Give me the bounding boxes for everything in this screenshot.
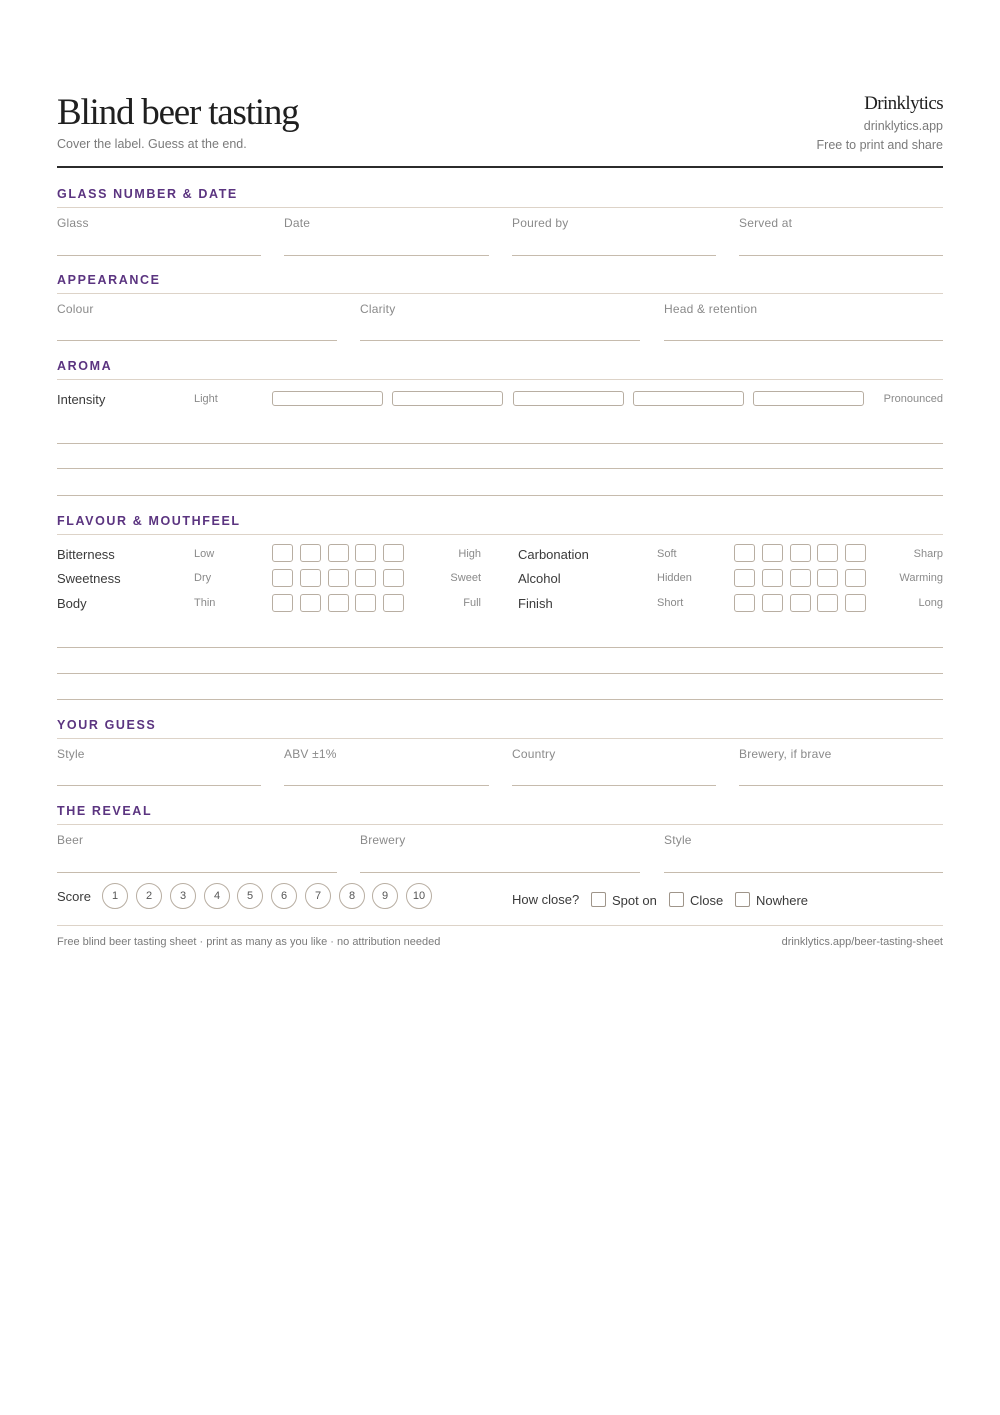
scale-square[interactable]: [328, 569, 349, 587]
field-label-brewery-guess: Brewery, if brave: [739, 747, 832, 761]
anchor-high: Full: [463, 597, 481, 609]
section-guess: [57, 716, 943, 739]
checkbox-spot-on[interactable]: [591, 892, 606, 907]
scale-square[interactable]: [790, 569, 811, 587]
score-circle-10[interactable]: 10: [406, 883, 432, 909]
score-circle-5[interactable]: 5: [237, 883, 263, 909]
checkbox-close[interactable]: [669, 892, 684, 907]
row-label-finish: Finish: [518, 596, 553, 611]
write-line-glass[interactable]: [57, 255, 261, 256]
write-line-abv[interactable]: [284, 785, 489, 786]
write-line-beer[interactable]: [57, 872, 337, 873]
section-heading: FLAVOUR & MOUTHFEEL: [57, 514, 241, 528]
page-subtitle: Cover the label. Guess at the end.: [57, 137, 247, 151]
option-label-close: Close: [690, 893, 724, 908]
score-circle-2[interactable]: 2: [136, 883, 162, 909]
row-label-sweetness: Sweetness: [57, 571, 121, 586]
scale-square[interactable]: [734, 569, 755, 587]
option-label-nowhere: Nowhere: [756, 893, 809, 908]
page-title: Blind beer tasting: [57, 92, 299, 133]
how-close-label: How close?: [512, 892, 580, 907]
anchor-low: Short: [657, 597, 684, 609]
scale-square[interactable]: [734, 544, 755, 562]
write-line-clarity[interactable]: [360, 340, 640, 341]
anchor-low: Low: [194, 548, 215, 560]
scale-square[interactable]: [845, 544, 866, 562]
notes-line[interactable]: [57, 495, 943, 496]
scale-square[interactable]: [272, 544, 293, 562]
notes-line[interactable]: [57, 443, 943, 444]
scale-square[interactable]: [300, 569, 321, 587]
notes-line[interactable]: [57, 673, 943, 674]
score-label: Score: [57, 889, 91, 904]
section-heading: GLASS NUMBER & DATE: [57, 187, 238, 201]
scale-square[interactable]: [762, 544, 783, 562]
scale-square[interactable]: [817, 544, 838, 562]
section-heading: THE REVEAL: [57, 804, 153, 818]
write-line-head[interactable]: [664, 340, 943, 341]
intensity-box-2[interactable]: [392, 391, 503, 406]
anchor-high: High: [458, 548, 481, 560]
scale-square[interactable]: [790, 594, 811, 612]
anchor-high: Sweet: [450, 572, 481, 584]
row-label-carbonation: Carbonation: [518, 547, 589, 562]
anchor-low: Hidden: [657, 572, 692, 584]
scale-square[interactable]: [734, 594, 755, 612]
header: [57, 92, 943, 167]
anchor-high: Sharp: [913, 548, 943, 560]
write-line-poured-by[interactable]: [512, 255, 716, 256]
write-line-served-at[interactable]: [739, 255, 943, 256]
option-label-spot-on: Spot on: [612, 893, 657, 908]
checkbox-nowhere[interactable]: [735, 892, 750, 907]
scale-square[interactable]: [272, 594, 293, 612]
write-line-colour[interactable]: [57, 340, 337, 341]
scale-square[interactable]: [383, 569, 404, 587]
score-circle-9[interactable]: 9: [372, 883, 398, 909]
scale-square[interactable]: [845, 594, 866, 612]
field-label-brewery: Brewery: [360, 833, 406, 847]
anchor-low: Dry: [194, 572, 212, 584]
intensity-box-1[interactable]: [272, 391, 383, 406]
scale-square[interactable]: [383, 594, 404, 612]
scale-square[interactable]: [762, 594, 783, 612]
scale-square[interactable]: [383, 544, 404, 562]
anchor-low: Soft: [657, 548, 677, 560]
anchor-high: Warming: [899, 572, 943, 584]
intensity-box-3[interactable]: [513, 391, 624, 406]
scale-square[interactable]: [300, 544, 321, 562]
score-circle-7[interactable]: 7: [305, 883, 331, 909]
row-label-alcohol: Alcohol: [518, 571, 561, 586]
section-glass: [57, 185, 943, 208]
section-aroma: [57, 357, 943, 380]
section-heading: YOUR GUESS: [57, 718, 157, 732]
scale-square[interactable]: [790, 544, 811, 562]
scale-square[interactable]: [355, 544, 376, 562]
notes-line[interactable]: [57, 468, 943, 469]
write-line-brewery-guess[interactable]: [739, 785, 943, 786]
section-flavour: [57, 512, 943, 535]
row-label-intensity: Intensity: [57, 392, 106, 407]
notes-line[interactable]: [57, 647, 943, 648]
field-label-style: Style: [57, 747, 85, 761]
field-label-head: Head & retention: [664, 302, 758, 316]
field-label-reveal-style: Style: [664, 833, 692, 847]
section-heading: APPEARANCE: [57, 273, 161, 287]
scale-square[interactable]: [355, 569, 376, 587]
brand-logo-text: Drinklytics: [864, 93, 943, 114]
section-heading: AROMA: [57, 359, 113, 373]
anchor-low: Thin: [194, 597, 216, 609]
intensity-box-5[interactable]: [753, 391, 864, 406]
scale-square[interactable]: [328, 544, 349, 562]
brand-site: drinklytics.app: [863, 119, 943, 133]
field-label-date: Date: [284, 216, 311, 230]
scale-square[interactable]: [300, 594, 321, 612]
notes-line[interactable]: [57, 699, 943, 700]
anchor-low: Light: [194, 393, 218, 405]
row-label-body: Body: [57, 596, 87, 611]
score-circle-3[interactable]: 3: [170, 883, 196, 909]
write-line-reveal-style[interactable]: [664, 872, 943, 873]
row-label-bitterness: Bitterness: [57, 547, 115, 562]
score-circle-4[interactable]: 4: [204, 883, 230, 909]
scale-square[interactable]: [845, 569, 866, 587]
field-label-poured-by: Poured by: [512, 216, 569, 230]
field-label-glass: Glass: [57, 216, 89, 230]
field-label-colour: Colour: [57, 302, 94, 316]
field-label-clarity: Clarity: [360, 302, 396, 316]
write-line-country[interactable]: [512, 785, 716, 786]
field-label-beer: Beer: [57, 833, 84, 847]
scale-square[interactable]: [355, 594, 376, 612]
anchor-high: Long: [918, 597, 943, 609]
anchor-high: Pronounced: [883, 393, 943, 405]
field-label-abv: ABV ±1%: [284, 747, 337, 761]
score-circle-6[interactable]: 6: [271, 883, 297, 909]
section-reveal: [57, 802, 943, 825]
field-label-served-at: Served at: [739, 216, 793, 230]
scale-square[interactable]: [272, 569, 293, 587]
footer-note: Free blind beer tasting sheet · print as many as you like · no attribution needed: [57, 936, 441, 948]
field-label-country: Country: [512, 747, 556, 761]
section-appearance: [57, 271, 943, 294]
share-note: Free to print and share: [816, 138, 943, 152]
header-rule: [57, 166, 943, 168]
intensity-box-4[interactable]: [633, 391, 744, 406]
footer-rule: [57, 925, 943, 926]
score-circle-1[interactable]: 1: [102, 883, 128, 909]
scale-square[interactable]: [817, 569, 838, 587]
footer-link[interactable]: drinklytics.app/beer-tasting-sheet: [781, 936, 943, 948]
write-line-style[interactable]: [57, 785, 261, 786]
scale-square[interactable]: [328, 594, 349, 612]
scale-square[interactable]: [817, 594, 838, 612]
score-circle-8[interactable]: 8: [339, 883, 365, 909]
scale-square[interactable]: [762, 569, 783, 587]
write-line-brewery[interactable]: [360, 872, 640, 873]
write-line-date[interactable]: [284, 255, 489, 256]
